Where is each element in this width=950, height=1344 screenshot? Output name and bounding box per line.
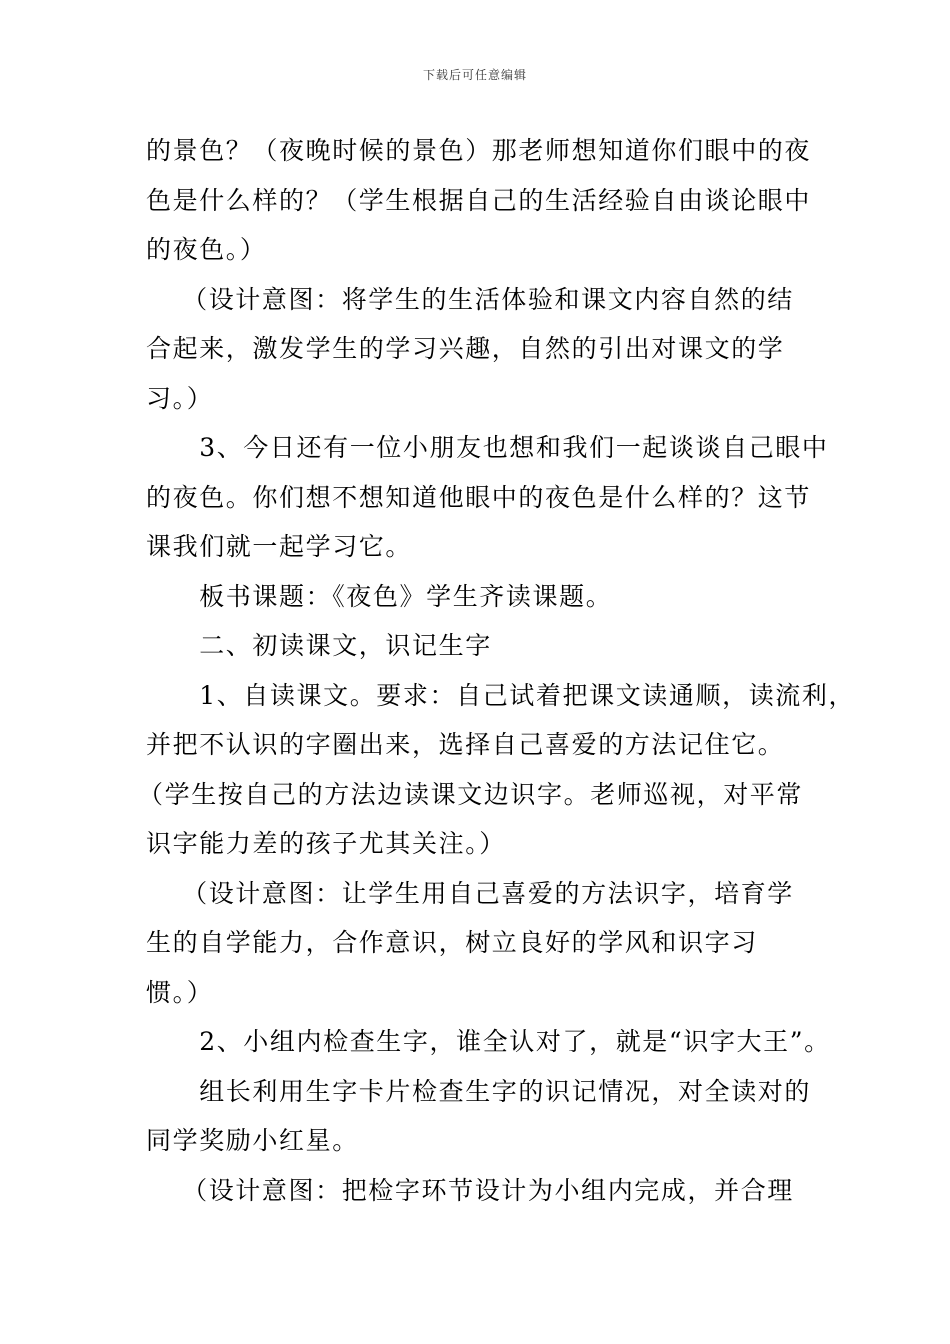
body-text [138, 126, 856, 1215]
text-line: 生的自学能力，合作意识，树立良好的学风和识字习 [146, 928, 758, 957]
text-line: 识字能力差的孩子尤其关注。） [146, 829, 506, 858]
text-line: 1、自读课文。要求：自己试着把课文读通顺，读流利， [146, 680, 856, 710]
text-line: 组长利用生字卡片检查生字的识记情况，对全读对的 [146, 1076, 812, 1106]
text-line: 的景色？（夜晚时候的景色）那老师想知道你们眼中的夜 [146, 136, 812, 165]
text-line: 2、小组内检查生字，谁全认对了，就是“识字大王”。 [146, 1027, 831, 1056]
text-line: 的夜色。） [146, 235, 267, 264]
text-line: 3、今日还有一位小朋友也想和我们一起谈谈自己眼中 [146, 433, 829, 462]
page-header-note: 下载后可任意编辑 [422, 68, 527, 82]
text-line: （设计意图：将学生的生活体验和课文内容自然的结 [168, 284, 794, 314]
text-line: 课我们就一起学习它。 [146, 532, 413, 561]
text-line: 并把不认识的字圈出来，选择自己喜爱的方法记住它。 [146, 730, 785, 759]
text-line: 合起来，激发学生的学习兴趣，自然的引出对课文的学 [146, 334, 785, 363]
text-line: （设计意图：把检字环节设计为小组内完成，并合理 [168, 1175, 794, 1205]
text-line: 习。） [146, 383, 214, 413]
text-line: 同学奖励小红星。 [146, 1126, 359, 1155]
text-line: 板书课题：《夜色》学生齐读课题。 [146, 581, 613, 611]
text-line: 惯。） [146, 977, 214, 1007]
text-line: （学生按自己的方法边读课文边识字。老师巡视，对平常 [138, 779, 804, 809]
text-line: （设计意图：让学生用自己喜爱的方法识字，培育学 [168, 878, 794, 908]
text-line: 的夜色。你们想不想知道他眼中的夜色是什么样的？这节 [146, 482, 812, 512]
text-line: 二、初读课文，识记生字 [146, 631, 492, 660]
text-line: 色是什么样的？（学生根据自己的生活经验自由谈论眼中 [146, 185, 812, 215]
